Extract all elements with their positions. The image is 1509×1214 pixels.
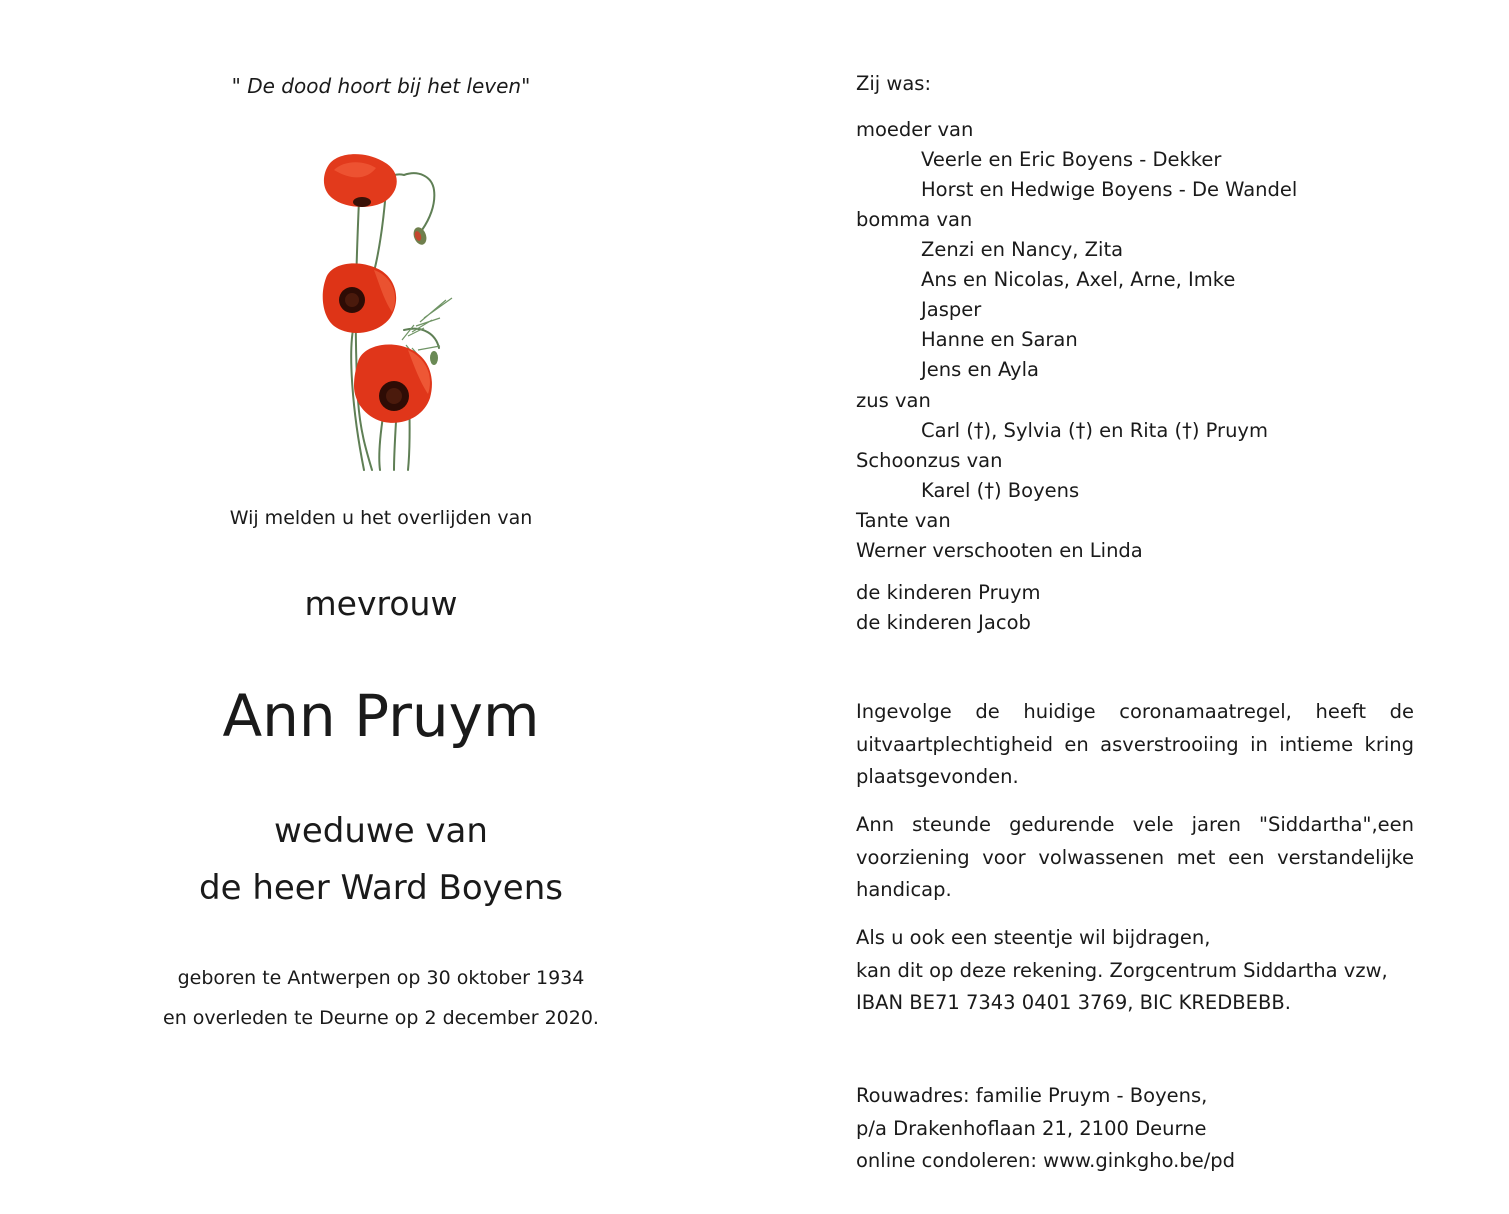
address-line: Rouwadres: familie Pruym - Boyens, [856,1084,1208,1107]
kinderen-line: de kinderen Jacob [856,611,1031,634]
relation-heading: bomma van [856,208,973,231]
relation-heading: Schoonzus van [856,449,1003,472]
announcement: Wij melden u het overlijden van [229,507,533,529]
relation-heading: zus van [856,389,931,412]
quote-open-mark: " [231,74,241,98]
widow-of [0,803,762,917]
quote-close-mark: " [521,74,531,98]
donation-line: IBAN BE71 7343 0401 3769, BIC KREDBEBB. [856,991,1291,1014]
relation-entry: Ans en Nicolas, Axel, Arne, Imke [921,268,1236,291]
relation-entry: Carl (†), Sylvia (†) en Rita (†) Pruym [921,419,1268,442]
relation-entry: Werner verschooten en Linda [856,539,1143,562]
relation-heading: Tante van [856,509,951,532]
condolence-link[interactable]: online condoleren: www.ginkgho.be/pd [856,1149,1236,1172]
life-dates [0,958,762,1038]
donation-line: Als u ook een steentje wil bijdragen, [856,926,1211,949]
corona-paragraph: Ingevolge de huidige coronamaatregel, heeft de uitvaartplechtigheid en asverstrooiing in intieme kring plaatsgevonden. [856,700,1414,788]
relation-entry: Karel (†) Boyens [921,479,1080,502]
address-block [856,1080,1235,1178]
poppy-illustration [314,150,464,472]
relation-entry: Veerle en Eric Boyens - Dekker [921,148,1222,171]
relation-entry: Horst en Hedwige Boyens - De Wandel [921,178,1298,201]
death-line: en overleden te Deurne op 2 december 2020. [163,1007,599,1029]
relation-entry: Jasper [921,298,982,321]
address-line: p/a Drakenhoflaan 21, 2100 Deurne [856,1116,1207,1140]
birth-line: geboren te Antwerpen op 30 oktober 1934 [177,967,585,989]
donation-line: kan dit op deze rekening. Zorgcentrum Siddartha vzw, [856,958,1388,982]
relation-entry: Jens en Ayla [921,358,1039,381]
quote-text: De dood hoort bij het leven [240,74,522,98]
salutation: mevrouw [304,584,458,623]
donation-block [856,922,1388,1020]
quote [0,74,762,98]
family-intro: Zij was: [856,72,932,95]
kinderen-line: de kinderen Pruym [856,581,1041,604]
siddartha-paragraph: Ann steunde gedurende vele jaren "Siddartha",een voorziening voor volwassenen met een verstandelijke handicap. [856,813,1414,901]
relation-heading: moeder van [856,118,974,141]
relation-entry: Hanne en Saran [921,328,1078,351]
widow-line-1: weduwe van [274,811,488,851]
deceased-name: Ann Pruym [222,682,540,750]
widow-line-2: de heer Ward Boyens [199,868,563,908]
relation-entry: Zenzi en Nancy, Zita [921,238,1124,261]
